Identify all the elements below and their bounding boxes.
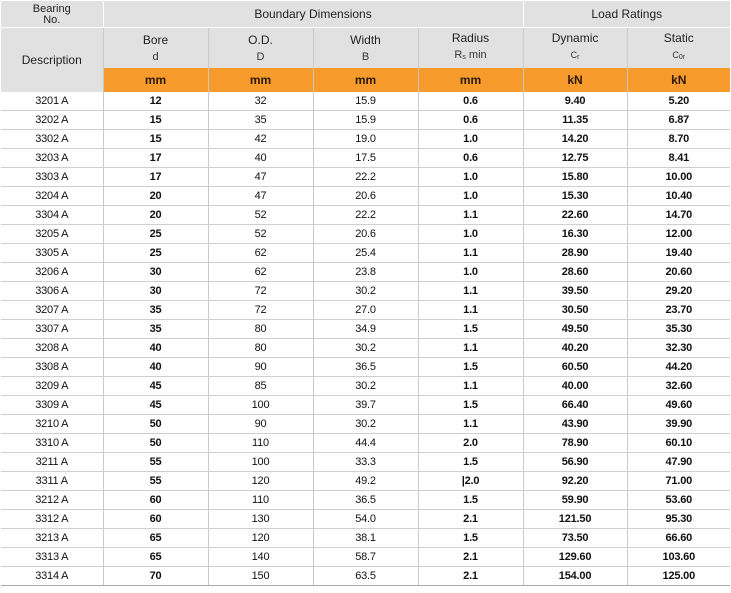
bore-header: [103, 28, 208, 69]
cell-od: 120: [208, 472, 313, 491]
cell-od: 85: [208, 377, 313, 396]
table-body: [1, 92, 730, 586]
cell-radius: 1.1: [418, 244, 523, 263]
cell-description: 3207 A: [1, 301, 103, 320]
cell-static: 20.60: [627, 263, 730, 282]
cell-od: 110: [208, 434, 313, 453]
cell-static: 14.70: [627, 206, 730, 225]
cell-dynamic: 60.50: [523, 358, 627, 377]
table-row: [1, 263, 730, 282]
cell-description: 3203 A: [1, 149, 103, 168]
cell-dynamic: 16.30: [523, 225, 627, 244]
cell-dynamic: 66.40: [523, 396, 627, 415]
cell-radius: 1.0: [418, 168, 523, 187]
radius-symbol-sub: s: [462, 54, 466, 61]
cell-description: 3305 A: [1, 244, 103, 263]
cell-description: 3310 A: [1, 434, 103, 453]
table-row: [1, 358, 730, 377]
od-symbol: D: [256, 50, 265, 63]
table-row: [1, 320, 730, 339]
cell-dynamic: 11.35: [523, 111, 627, 130]
cell-bore: 70: [103, 567, 208, 586]
cell-static: 44.20: [627, 358, 730, 377]
dynamic-unit: kN: [523, 68, 627, 92]
cell-bore: 55: [103, 472, 208, 491]
width-header: [313, 28, 418, 69]
cell-radius: 1.1: [418, 415, 523, 434]
cell-static: 6.87: [627, 111, 730, 130]
cell-bore: 65: [103, 548, 208, 567]
cell-od: 150: [208, 567, 313, 586]
dynamic-symbol: [571, 50, 580, 60]
cell-static: 53.60: [627, 491, 730, 510]
cell-radius: 1.5: [418, 320, 523, 339]
cell-dynamic: 43.90: [523, 415, 627, 434]
cell-bore: 35: [103, 301, 208, 320]
cell-static: 32.30: [627, 339, 730, 358]
cell-dynamic: 39.50: [523, 282, 627, 301]
cell-dynamic: 22.60: [523, 206, 627, 225]
cell-dynamic: 78.90: [523, 434, 627, 453]
cell-dynamic: 28.60: [523, 263, 627, 282]
static-symbol-main: C: [672, 50, 679, 60]
table-row: [1, 339, 730, 358]
cell-od: 80: [208, 339, 313, 358]
static-symbol: [672, 50, 685, 60]
cell-od: 110: [208, 491, 313, 510]
cell-dynamic: 121.50: [523, 510, 627, 529]
cell-description: 3213 A: [1, 529, 103, 548]
table-row: [1, 282, 730, 301]
cell-radius: 1.5: [418, 529, 523, 548]
table-row: [1, 301, 730, 320]
cell-dynamic: 9.40: [523, 92, 627, 111]
cell-static: 47.90: [627, 453, 730, 472]
cell-od: 100: [208, 453, 313, 472]
radius-unit: mm: [418, 68, 523, 92]
cell-static: 49.60: [627, 396, 730, 415]
cell-bore: 40: [103, 358, 208, 377]
cell-dynamic: 49.50: [523, 320, 627, 339]
cell-static: 19.40: [627, 244, 730, 263]
table-row: [1, 149, 730, 168]
cell-width: 20.6: [313, 187, 418, 206]
table-row: [1, 510, 730, 529]
cell-description: 3212 A: [1, 491, 103, 510]
cell-dynamic: 92.20: [523, 472, 627, 491]
cell-width: 39.7: [313, 396, 418, 415]
cell-width: 36.5: [313, 491, 418, 510]
table-row: [1, 130, 730, 149]
cell-od: 47: [208, 168, 313, 187]
cell-bore: 25: [103, 225, 208, 244]
cell-static: 32.60: [627, 377, 730, 396]
cell-description: 3311 A: [1, 472, 103, 491]
cell-radius: 1.0: [418, 225, 523, 244]
cell-od: 42: [208, 130, 313, 149]
cell-width: 58.7: [313, 548, 418, 567]
cell-description: 3205 A: [1, 225, 103, 244]
cell-radius: 1.1: [418, 282, 523, 301]
width-unit: mm: [313, 68, 418, 92]
cell-bore: 45: [103, 396, 208, 415]
cell-static: 10.00: [627, 168, 730, 187]
cell-dynamic: 28.90: [523, 244, 627, 263]
dynamic-symbol-main: C: [570, 50, 578, 60]
width-label: Width: [350, 32, 381, 47]
cell-width: 15.9: [313, 92, 418, 111]
cell-dynamic: 59.90: [523, 491, 627, 510]
cell-bore: 15: [103, 130, 208, 149]
cell-width: 30.2: [313, 377, 418, 396]
cell-width: 33.3: [313, 453, 418, 472]
cell-od: 120: [208, 529, 313, 548]
cell-dynamic: 40.20: [523, 339, 627, 358]
bearing-no-header: [1, 1, 103, 28]
cell-radius: 1.5: [418, 453, 523, 472]
cell-od: 72: [208, 282, 313, 301]
radius-label: Radius: [451, 31, 490, 45]
cell-description: 3306 A: [1, 282, 103, 301]
cell-description: 3302 A: [1, 130, 103, 149]
table-row: [1, 472, 730, 491]
radius-symbol-tail: min: [465, 49, 487, 61]
cell-radius: 1.1: [418, 377, 523, 396]
radius-header: [418, 28, 523, 69]
cell-width: 19.0: [313, 130, 418, 149]
bore-unit: mm: [103, 68, 208, 92]
cell-width: 23.8: [313, 263, 418, 282]
cell-static: 66.60: [627, 529, 730, 548]
cell-radius: 1.0: [418, 263, 523, 282]
cell-description: 3313 A: [1, 548, 103, 567]
cell-radius: 1.0: [418, 130, 523, 149]
cell-width: 25.4: [313, 244, 418, 263]
cell-static: 60.10: [627, 434, 730, 453]
dynamic-header: [523, 28, 627, 69]
cell-description: 3206 A: [1, 263, 103, 282]
cell-static: 8.70: [627, 130, 730, 149]
cell-od: 52: [208, 206, 313, 225]
cell-bore: 60: [103, 491, 208, 510]
cell-description: 3304 A: [1, 206, 103, 225]
cell-description: 3210 A: [1, 415, 103, 434]
bearing-no-label: Bearing No.: [32, 2, 71, 26]
cell-description: 3309 A: [1, 396, 103, 415]
cell-width: 20.6: [313, 225, 418, 244]
cell-static: 95.30: [627, 510, 730, 529]
cell-radius: 1.5: [418, 491, 523, 510]
table-row: [1, 225, 730, 244]
cell-bore: 12: [103, 92, 208, 111]
cell-bore: 20: [103, 187, 208, 206]
radius-symbol-main: R: [454, 49, 463, 61]
cell-width: 17.5: [313, 149, 418, 168]
cell-bore: 45: [103, 377, 208, 396]
cell-dynamic: 15.30: [523, 187, 627, 206]
cell-width: 30.2: [313, 415, 418, 434]
cell-static: 23.70: [627, 301, 730, 320]
cell-radius: 2.1: [418, 510, 523, 529]
od-header: [208, 28, 313, 69]
cell-bore: 55: [103, 453, 208, 472]
cell-dynamic: 40.00: [523, 377, 627, 396]
cell-radius: 2.1: [418, 567, 523, 586]
cell-bore: 17: [103, 149, 208, 168]
dynamic-label: Dynamic: [551, 31, 599, 45]
load-ratings-header: Load Ratings: [523, 1, 730, 28]
cell-width: 34.9: [313, 320, 418, 339]
cell-od: 35: [208, 111, 313, 130]
cell-width: 63.5: [313, 567, 418, 586]
cell-width: 27.0: [313, 301, 418, 320]
cell-width: 30.2: [313, 339, 418, 358]
cell-od: 80: [208, 320, 313, 339]
cell-description: 3312 A: [1, 510, 103, 529]
cell-width: 49.2: [313, 472, 418, 491]
table-row: [1, 377, 730, 396]
cell-width: 44.4: [313, 434, 418, 453]
width-symbol: B: [361, 50, 370, 63]
static-unit: kN: [627, 68, 730, 92]
cell-radius: 1.0: [418, 187, 523, 206]
table-header: [1, 1, 730, 92]
cell-radius: 0.6: [418, 149, 523, 168]
cell-od: 100: [208, 396, 313, 415]
radius-symbol: [454, 49, 486, 61]
od-unit: mm: [208, 68, 313, 92]
cell-description: 3209 A: [1, 377, 103, 396]
cell-od: 52: [208, 225, 313, 244]
cell-od: 40: [208, 149, 313, 168]
cell-radius: 2.1: [418, 548, 523, 567]
cell-radius: 0.6: [418, 92, 523, 111]
cell-width: 54.0: [313, 510, 418, 529]
cell-description: 3303 A: [1, 168, 103, 187]
cell-description: 3201 A: [1, 92, 103, 111]
cell-bore: 40: [103, 339, 208, 358]
cell-bore: 15: [103, 111, 208, 130]
cell-bore: 50: [103, 415, 208, 434]
table-row: [1, 187, 730, 206]
cell-od: 90: [208, 415, 313, 434]
table-row: [1, 244, 730, 263]
cell-static: 10.40: [627, 187, 730, 206]
cell-dynamic: 129.60: [523, 548, 627, 567]
table-row: [1, 111, 730, 130]
cell-static: 5.20: [627, 92, 730, 111]
table-row: [1, 415, 730, 434]
cell-od: 130: [208, 510, 313, 529]
cell-bore: 20: [103, 206, 208, 225]
cell-dynamic: 12.75: [523, 149, 627, 168]
cell-bore: 25: [103, 244, 208, 263]
cell-radius: 0.6: [418, 111, 523, 130]
cell-radius: |2.0: [418, 472, 523, 491]
cell-width: 30.2: [313, 282, 418, 301]
table-row: [1, 529, 730, 548]
cell-dynamic: 15.80: [523, 168, 627, 187]
cell-radius: 1.1: [418, 206, 523, 225]
cell-od: 32: [208, 92, 313, 111]
cell-od: 72: [208, 301, 313, 320]
cell-dynamic: 73.50: [523, 529, 627, 548]
static-header: [627, 28, 730, 69]
dynamic-symbol-sub: r: [577, 54, 580, 61]
cell-dynamic: 56.90: [523, 453, 627, 472]
table-row: [1, 548, 730, 567]
cell-od: 62: [208, 263, 313, 282]
cell-static: 71.00: [627, 472, 730, 491]
cell-static: 103.60: [627, 548, 730, 567]
table-row: [1, 206, 730, 225]
cell-description: 3208 A: [1, 339, 103, 358]
cell-width: 15.9: [313, 111, 418, 130]
table-row: [1, 434, 730, 453]
cell-static: 8.41: [627, 149, 730, 168]
bore-symbol: d: [152, 50, 159, 63]
cell-dynamic: 14.20: [523, 130, 627, 149]
cell-od: 90: [208, 358, 313, 377]
cell-description: 3202 A: [1, 111, 103, 130]
bearing-dimensions-table: [1, 1, 730, 586]
cell-description: 3314 A: [1, 567, 103, 586]
od-label: O.D.: [248, 32, 273, 47]
cell-static: 29.20: [627, 282, 730, 301]
cell-dynamic: 30.50: [523, 301, 627, 320]
cell-od: 62: [208, 244, 313, 263]
cell-static: 12.00: [627, 225, 730, 244]
cell-bore: 35: [103, 320, 208, 339]
cell-width: 22.2: [313, 168, 418, 187]
cell-bore: 50: [103, 434, 208, 453]
cell-od: 140: [208, 548, 313, 567]
cell-description: 3204 A: [1, 187, 103, 206]
cell-description: 3308 A: [1, 358, 103, 377]
table-row: [1, 491, 730, 510]
cell-static: 39.90: [627, 415, 730, 434]
cell-bore: 60: [103, 510, 208, 529]
cell-bore: 30: [103, 282, 208, 301]
cell-radius: 1.1: [418, 301, 523, 320]
cell-description: 3307 A: [1, 320, 103, 339]
cell-bore: 30: [103, 263, 208, 282]
cell-width: 38.1: [313, 529, 418, 548]
cell-od: 47: [208, 187, 313, 206]
cell-radius: 1.1: [418, 339, 523, 358]
boundary-dimensions-header: Boundary Dimensions: [103, 1, 523, 28]
table-row: [1, 453, 730, 472]
description-header: Description: [1, 28, 103, 93]
cell-radius: 2.0: [418, 434, 523, 453]
table-row: [1, 567, 730, 586]
table-row: [1, 92, 730, 111]
table-row: [1, 396, 730, 415]
cell-radius: 1.5: [418, 358, 523, 377]
cell-dynamic: 154.00: [523, 567, 627, 586]
cell-width: 22.2: [313, 206, 418, 225]
cell-static: 35.30: [627, 320, 730, 339]
cell-bore: 17: [103, 168, 208, 187]
static-symbol-sub: 0r: [678, 54, 686, 61]
cell-static: 125.00: [627, 567, 730, 586]
cell-bore: 65: [103, 529, 208, 548]
cell-radius: 1.5: [418, 396, 523, 415]
cell-description: 3211 A: [1, 453, 103, 472]
bore-label: Bore: [142, 32, 169, 47]
static-label: Static: [663, 31, 694, 45]
table-row: [1, 168, 730, 187]
cell-width: 36.5: [313, 358, 418, 377]
